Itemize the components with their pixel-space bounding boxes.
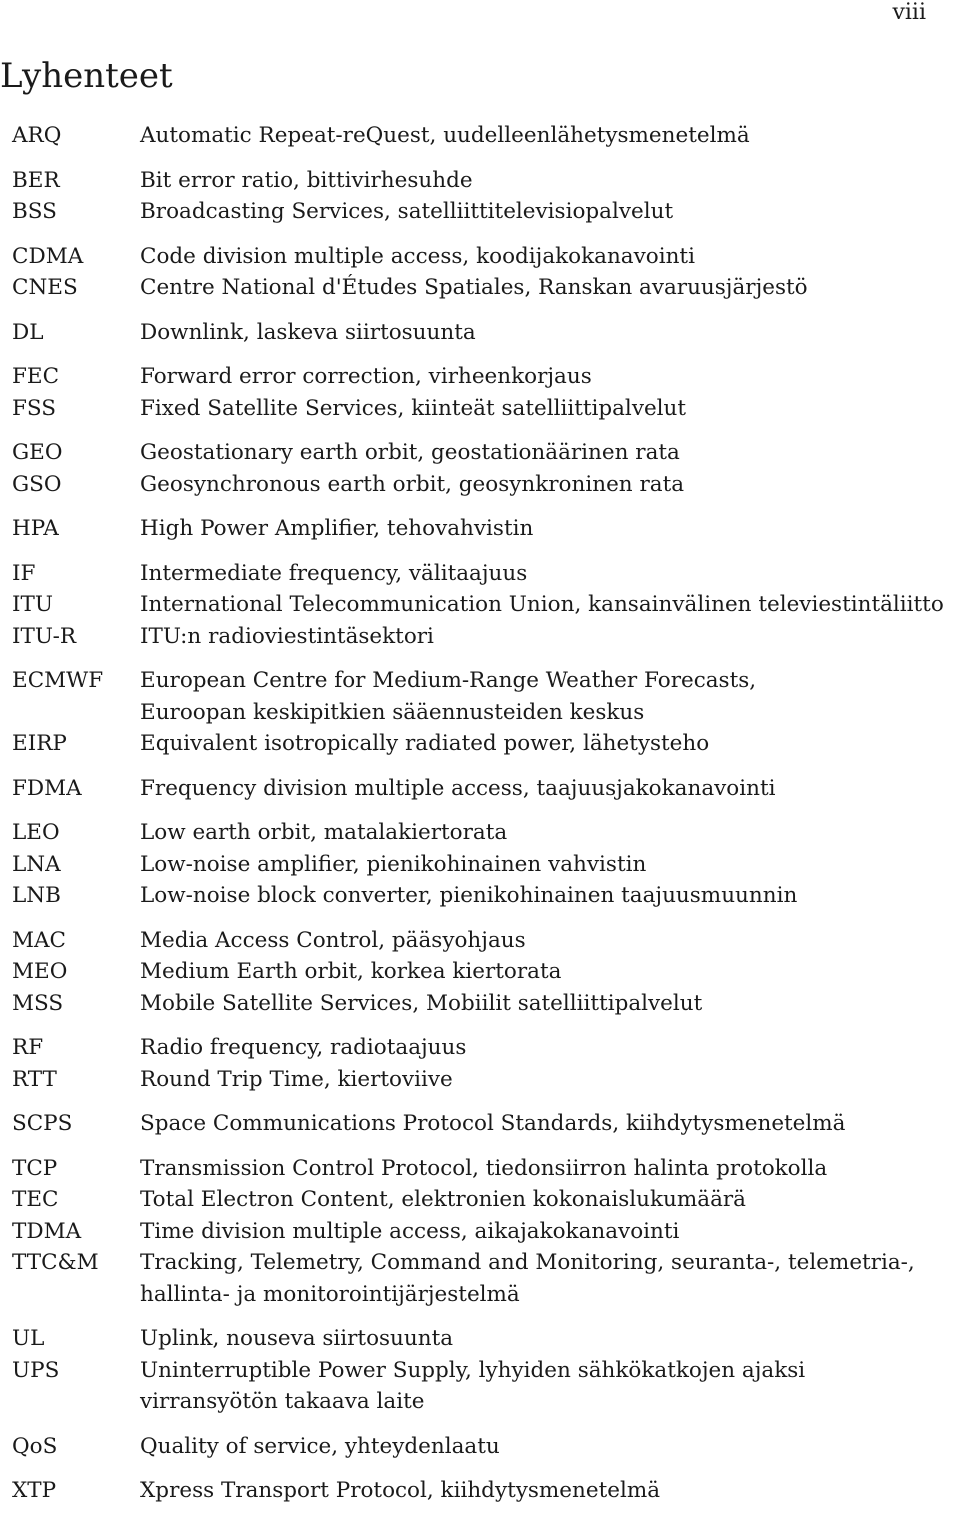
abbreviation-term: LEO: [12, 820, 60, 845]
abbreviation-definition: [140, 925, 960, 957]
definition-line: Bit error ratio, bittivirhesuhde: [140, 167, 473, 193]
abbreviation-group: [12, 1032, 960, 1095]
abbreviation-entry: [12, 1247, 960, 1310]
abbreviation-term: UPS: [12, 1357, 60, 1383]
abbreviation-group: [12, 773, 960, 805]
definition-line: Media Access Control, pääsyohjaus: [140, 927, 526, 953]
abbreviation-entry: [12, 437, 960, 469]
abbreviation-group: [12, 1323, 960, 1418]
abbreviation-definition: [140, 393, 960, 425]
abbreviation-entry: [12, 621, 960, 653]
abbreviation-entry: [12, 1184, 960, 1216]
abbreviation-definition: [140, 1108, 960, 1140]
abbreviation-entry: [12, 1216, 960, 1248]
abbreviation-list: [12, 120, 960, 1520]
abbreviation-definition: [140, 469, 960, 501]
abbreviation-term: MSS: [12, 990, 64, 1016]
abbreviation-definition: [140, 817, 960, 849]
abbreviation-definition: [140, 880, 960, 912]
abbreviation-definition: [140, 773, 960, 805]
abbreviation-group: [12, 120, 960, 152]
abbreviation-entry: [12, 589, 960, 621]
definition-line: Geostationary earth orbit, geostationäärinen rata: [140, 440, 680, 465]
abbreviation-definition: [140, 1431, 960, 1463]
abbreviation-entry: [12, 849, 960, 881]
abbreviation-entry: [12, 1431, 960, 1463]
abbreviation-entry: [12, 558, 960, 590]
definition-line: Automatic Repeat-reQuest, uudelleenlähetysmenetelmä: [140, 123, 750, 148]
abbreviation-term: BSS: [12, 199, 57, 224]
abbreviation-definition: [140, 1032, 960, 1064]
abbreviation-entry: [12, 1064, 960, 1096]
abbreviation-term: ARQ: [12, 123, 62, 148]
abbreviation-definition: [140, 956, 960, 988]
definition-line: Forward error correction, virheenkorjaus: [140, 364, 592, 389]
definition-line: Mobile Satellite Services, Mobiilit satelliittipalvelut: [140, 990, 703, 1016]
abbreviation-term: LNA: [12, 851, 61, 877]
definition-line: Low-noise block converter, pienikohinainen taajuusmuunnin: [140, 883, 798, 908]
definition-line: European Centre for Medium-Range Weather Forecasts,: [140, 668, 757, 693]
abbreviation-entry: [12, 165, 960, 197]
abbreviation-group: [12, 1475, 960, 1507]
definition-line: Xpress Transport Protocol, kiihdytysmenetelmä: [140, 1478, 661, 1503]
definition-line: virransyötön takaava laite: [140, 1389, 425, 1414]
abbreviation-entry: [12, 393, 960, 425]
abbreviation-definition: [140, 1184, 960, 1216]
definition-line: Broadcasting Services, satelliittitelevisiopalvelut: [140, 199, 674, 224]
definition-line: hallinta- ja monitorointijärjestelmä: [140, 1281, 520, 1307]
definition-line: Low earth orbit, matalakiertorata: [140, 820, 508, 845]
abbreviation-entry: [12, 361, 960, 393]
abbreviation-group: [12, 361, 960, 424]
definition-line: Code division multiple access, koodijakokanavointi: [140, 243, 695, 269]
abbreviation-entry: [12, 1355, 960, 1418]
definition-line: Time division multiple access, aikajakokanavointi: [140, 1218, 680, 1244]
abbreviation-definition: [140, 728, 960, 760]
abbreviation-term: SCPS: [12, 1111, 73, 1136]
abbreviation-definition: [140, 1153, 960, 1185]
abbreviation-term: TDMA: [12, 1218, 82, 1244]
abbreviation-definition: [140, 513, 960, 545]
abbreviation-entry: [12, 1108, 960, 1140]
abbreviation-entry: [12, 196, 960, 228]
abbreviation-entry: [12, 1475, 960, 1507]
definition-line: Round Trip Time, kiertoviive: [140, 1066, 453, 1092]
abbreviation-term: BER: [12, 167, 60, 193]
definition-line: Centre National d'Études Spatiales, Ranskan avaruusjärjestö: [140, 275, 808, 300]
definition-line: Uplink, nouseva siirtosuunta: [140, 1326, 454, 1351]
abbreviation-entry: [12, 956, 960, 988]
abbreviation-definition: [140, 988, 960, 1020]
page-title: Lyhenteet: [0, 56, 173, 96]
abbreviation-definition: [140, 1475, 960, 1507]
abbreviation-entry: [12, 1032, 960, 1064]
abbreviation-definition: [140, 165, 960, 197]
abbreviation-term: LNB: [12, 883, 61, 908]
abbreviation-group: [12, 513, 960, 545]
definition-line: Downlink, laskeva siirtosuunta: [140, 319, 476, 345]
abbreviation-term: GSO: [12, 471, 62, 497]
abbreviation-entry: [12, 1323, 960, 1355]
definition-line: Space Communications Protocol Standards, kiihdytysmenetelmä: [140, 1111, 846, 1136]
definition-line: Intermediate frequency, välitaajuus: [140, 560, 528, 586]
definition-line: Transmission Control Protocol, tiedonsiirron halinta protokolla: [140, 1155, 828, 1181]
definition-line: Tracking, Telemetry, Command and Monitoring, seuranta-, telemetria-,: [140, 1250, 915, 1275]
abbreviation-entry: [12, 317, 960, 349]
abbreviation-group: [12, 558, 960, 653]
abbreviation-definition: [140, 120, 960, 152]
abbreviation-definition: [140, 558, 960, 590]
definition-line: Quality of service, yhteydenlaatu: [140, 1433, 500, 1459]
abbreviation-term: RTT: [12, 1066, 57, 1092]
definition-line: Frequency division multiple access, taajuusjakokanavointi: [140, 775, 776, 801]
abbreviation-definition: [140, 1064, 960, 1096]
abbreviation-term: MEO: [12, 959, 68, 984]
abbreviation-term: CNES: [12, 275, 78, 300]
definition-line: Euroopan keskipitkien sääennusteiden keskus: [140, 699, 645, 725]
definition-line: Uninterruptible Power Supply, lyhyiden sähkökatkojen ajaksi: [140, 1357, 806, 1383]
abbreviation-definition: [140, 665, 960, 728]
definition-line: Total Electron Content, elektronien kokonaislukumäärä: [140, 1187, 746, 1212]
abbreviation-definition: [140, 1323, 960, 1355]
abbreviation-entry: [12, 1153, 960, 1185]
definition-line: Equivalent isotropically radiated power, lähetysteho: [140, 731, 710, 756]
abbreviation-group: [12, 1153, 960, 1311]
definition-line: ITU:n radioviestintäsektori: [140, 623, 434, 649]
abbreviation-entry: [12, 817, 960, 849]
definition-line: Radio frequency, radiotaajuus: [140, 1035, 467, 1060]
abbreviation-term: IF: [12, 560, 36, 586]
abbreviation-definition: [140, 1216, 960, 1248]
abbreviation-group: [12, 437, 960, 500]
abbreviation-entry: [12, 880, 960, 912]
abbreviation-term: FSS: [12, 395, 56, 421]
abbreviation-definition: [140, 437, 960, 469]
abbreviation-entry: [12, 925, 960, 957]
abbreviation-term: ITU: [12, 592, 53, 617]
abbreviation-term: TEC: [12, 1187, 59, 1212]
abbreviation-term: XTP: [12, 1478, 57, 1503]
abbreviation-group: [12, 665, 960, 760]
abbreviation-group: [12, 241, 960, 304]
abbreviation-group: [12, 817, 960, 912]
abbreviation-term: EIRP: [12, 731, 67, 756]
abbreviation-entry: [12, 469, 960, 501]
abbreviation-group: [12, 1108, 960, 1140]
definition-line: Medium Earth orbit, korkea kiertorata: [140, 959, 562, 984]
abbreviation-entry: [12, 665, 960, 728]
abbreviation-term: GEO: [12, 440, 63, 465]
abbreviation-definition: [140, 317, 960, 349]
abbreviation-definition: [140, 272, 960, 304]
abbreviation-term: MAC: [12, 927, 66, 953]
definition-line: Fixed Satellite Services, kiinteät satelliittipalvelut: [140, 395, 687, 421]
abbreviation-term: ECMWF: [12, 668, 104, 693]
abbreviation-entry: [12, 241, 960, 273]
abbreviation-group: [12, 317, 960, 349]
abbreviation-entry: [12, 988, 960, 1020]
abbreviation-term: QoS: [12, 1433, 58, 1459]
abbreviation-term: RF: [12, 1035, 44, 1060]
definition-line: Low-noise amplifier, pienikohinainen vahvistin: [140, 851, 647, 877]
abbreviation-entry: [12, 272, 960, 304]
abbreviation-definition: [140, 196, 960, 228]
abbreviation-term: ITU-R: [12, 623, 77, 649]
abbreviation-definition: [140, 589, 960, 621]
abbreviation-term: FDMA: [12, 775, 82, 801]
abbreviation-entry: [12, 728, 960, 760]
abbreviation-term: TCP: [12, 1155, 58, 1181]
abbreviation-definition: [140, 849, 960, 881]
abbreviation-entry: [12, 773, 960, 805]
definition-line: International Telecommunication Union, kansainvälinen televiestintäliitto: [140, 592, 944, 617]
abbreviation-term: CDMA: [12, 243, 84, 269]
abbreviation-definition: [140, 621, 960, 653]
abbreviation-term: TTC&M: [12, 1250, 99, 1275]
abbreviation-definition: [140, 1247, 960, 1310]
abbreviation-group: [12, 1431, 960, 1463]
abbreviation-definition: [140, 241, 960, 273]
abbreviation-term: UL: [12, 1326, 45, 1351]
abbreviation-term: HPA: [12, 516, 59, 541]
abbreviation-term: DL: [12, 319, 44, 345]
definition-line: High Power Amplifier, tehovahvistin: [140, 516, 534, 541]
abbreviation-entry: [12, 513, 960, 545]
abbreviation-term: FEC: [12, 364, 60, 389]
abbreviation-group: [12, 925, 960, 1020]
abbreviation-group: [12, 165, 960, 228]
page-number: viii: [892, 0, 926, 25]
definition-line: Geosynchronous earth orbit, geosynkroninen rata: [140, 471, 685, 497]
abbreviation-definition: [140, 1355, 960, 1418]
abbreviation-definition: [140, 361, 960, 393]
abbreviation-entry: [12, 120, 960, 152]
